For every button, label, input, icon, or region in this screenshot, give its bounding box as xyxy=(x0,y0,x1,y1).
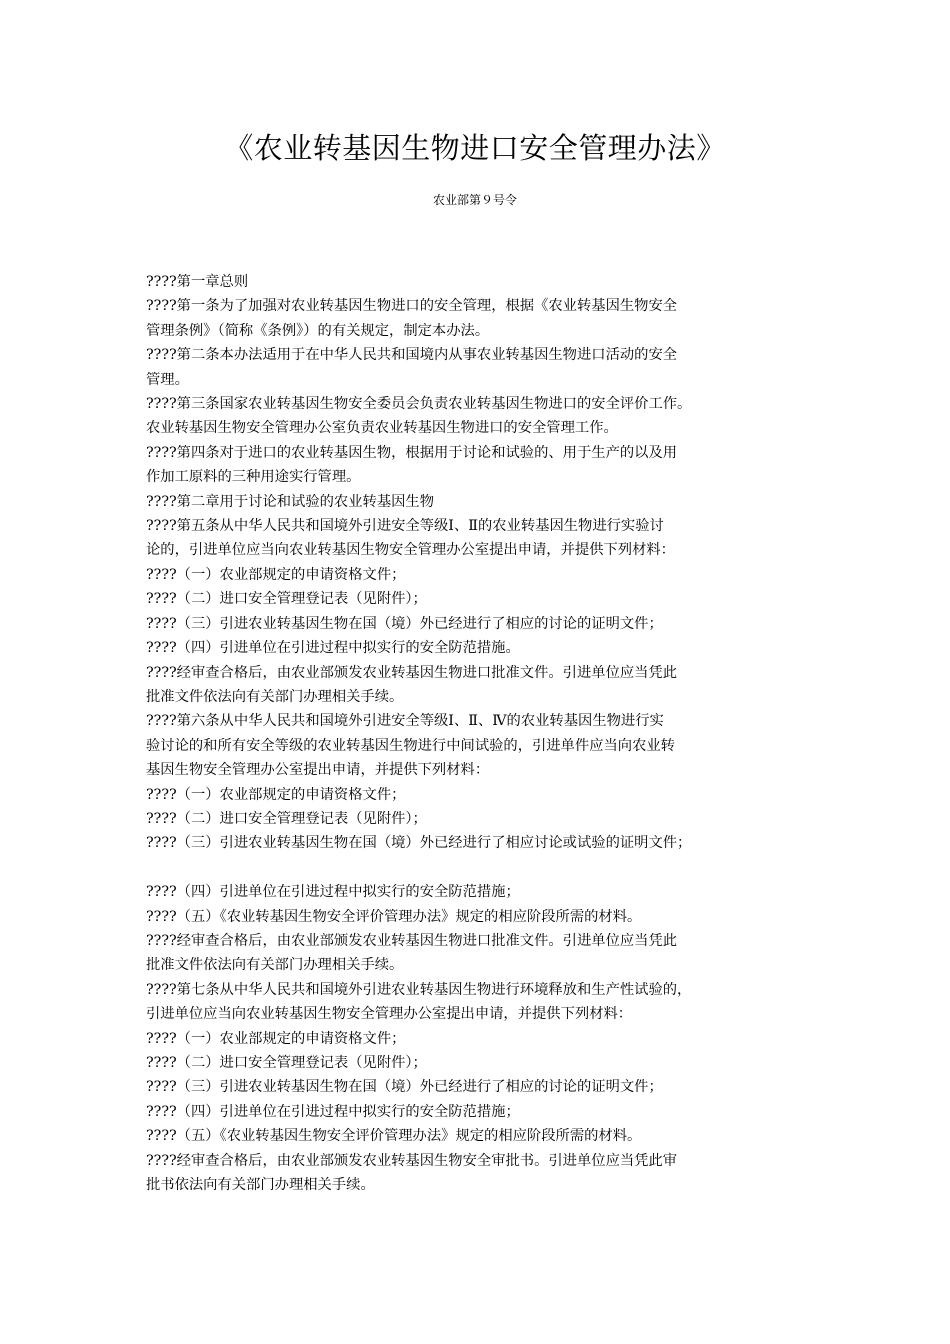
body-line: ????（三）引进农业转基因生物在国（境）外已经进行了相应的讨论的证明文件； xyxy=(146,1079,663,1096)
body-line: ????（五）《农业转基因生物安全评价管理办法》规定的相应阶段所需的材料。 xyxy=(146,1128,642,1145)
document-subtitle: 农业部第９号令 xyxy=(432,193,517,207)
body-line: 作加工原料的三种用途实行管理。 xyxy=(146,469,361,486)
body-line: ????经审查合格后，由农业部颁发农业转基因生物进口批准文件。引进单位应当凭此 xyxy=(146,664,678,681)
body-line: ????第二条本办法适用于在中华人民共和国境内从事农业转基因生物进口活动的安全 xyxy=(146,347,678,364)
body-line: 基因生物安全管理办公室提出申请，并提供下列材料： xyxy=(146,762,490,779)
body-line: 论的，引进单位应当向农业转基因生物安全管理办公室提出申请，并提供下列材料： xyxy=(146,542,675,559)
document-body xyxy=(146,270,810,1197)
body-line: ????经审查合格后，由农业部颁发农业转基因生物进口批准文件。引进单位应当凭此 xyxy=(146,932,678,949)
body-line: 引进单位应当向农业转基因生物安全管理办公室提出申请，并提供下列材料： xyxy=(146,1006,633,1023)
body-line: 验讨论的和所有安全等级的农业转基因生物进行中间试验的，引进单件应当向农业转 xyxy=(146,737,675,754)
body-line: ????（二）进口安全管理登记表（见附件）； xyxy=(146,1054,427,1071)
body-line: ????（五）《农业转基因生物安全评价管理办法》规定的相应阶段所需的材料。 xyxy=(146,908,642,925)
body-line: 管理。 xyxy=(146,371,189,388)
body-line: ????第一条为了加强对农业转基因生物进口的安全管理，根据《农业转基因生物安全 xyxy=(146,298,678,315)
body-line: 批准文件依法向有关部门办理相关手续。 xyxy=(146,688,404,705)
body-line: ????第七条从中华人民共和国境外引进农业转基因生物进行环境释放和生产性试验的， xyxy=(146,981,692,998)
body-line: 管理条例》（简称《条例》）的有关规定，制定本办法。 xyxy=(146,322,490,339)
body-line: ????第六条从中华人民共和国境外引进安全等级Ⅰ、Ⅱ、Ⅳ的农业转基因生物进行实 xyxy=(146,713,664,730)
body-line: ????第三条国家农业转基因生物安全委员会负责农业转基因生物进口的安全评价工作。 xyxy=(146,396,692,413)
body-line: 农业转基因生物安全管理办公室负责农业转基因生物进口的安全管理工作。 xyxy=(146,420,618,437)
body-line: ????（二）进口安全管理登记表（见附件）； xyxy=(146,591,427,608)
body-line: ????第一章总则 xyxy=(146,274,249,290)
body-line: ????（三）引进农业转基因生物在国（境）外已经进行了相应的讨论的证明文件； xyxy=(146,615,663,632)
body-line: ????（四）引进单位在引进过程中拟实行的安全防范措施； xyxy=(146,884,520,901)
body-line: ????（二）进口安全管理登记表（见附件）； xyxy=(146,810,427,827)
body-line: ????（一）农业部规定的申请资格文件； xyxy=(146,1030,406,1047)
body-line: ????第四条对于进口的农业转基因生物，根据用于讨论和试验的、用于生产的以及用 xyxy=(146,444,678,461)
body-line: ????（四）引进单位在引进过程中拟实行的安全防范措施； xyxy=(146,1103,520,1120)
document-title: 《农业转基因生物进口安全管理办法》 xyxy=(224,131,726,165)
body-line: ????第二章用于讨论和试验的农业转基因生物 xyxy=(146,493,435,510)
body-line: ????第五条从中华人民共和国境外引进安全等级Ⅰ、Ⅱ的农业转基因生物进行实验讨 xyxy=(146,518,664,535)
body-line: ????（一）农业部规定的申请资格文件； xyxy=(146,566,406,583)
body-line: ????（三）引进农业转基因生物在国（境）外已经进行了相应讨论或试验的证明文件； xyxy=(146,835,692,852)
body-line: 批准文件依法向有关部门办理相关手续。 xyxy=(146,957,404,974)
body-line: ????（一）农业部规定的申请资格文件； xyxy=(146,786,406,803)
body-line: ????（四）引进单位在引进过程中拟实行的安全防范措施。 xyxy=(146,640,520,657)
body-line: 批书依法向有关部门办理相关手续。 xyxy=(146,1177,375,1194)
body-line: ????经审查合格后，由农业部颁发农业转基因生物安全审批书。引进单位应当凭此审 xyxy=(146,1152,678,1169)
body-line xyxy=(146,856,810,880)
